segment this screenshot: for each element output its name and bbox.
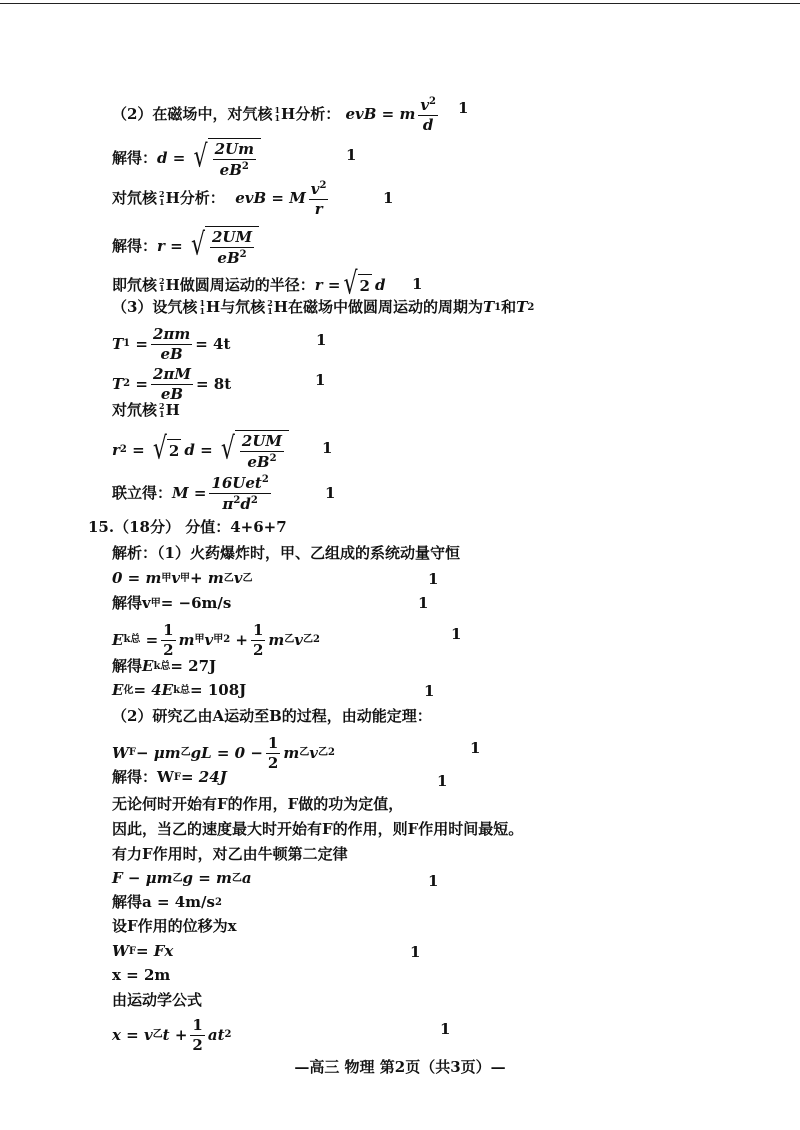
- page-footer: —高三 物理 第2页（共3页）—: [294, 1058, 506, 1076]
- fraction-half-3: $\frac{1}{2}$: [267, 734, 279, 772]
- line-v-jia: 解得v 甲 = −6m/s: [112, 594, 232, 612]
- fraction-t1: $\frac{2\pi m}{eB}$: [152, 325, 191, 363]
- q15-header: 15.（18分） 分值：4+6+7: [88, 518, 287, 536]
- line-wf: W F − μm 乙 gL = 0 − $\frac{1}{2}$ m 乙 v 乙 2: [112, 734, 335, 772]
- sqrt-r2: √ $\frac{2UM}{eB^2}$: [221, 430, 289, 470]
- isotope-h1: 1 1: [274, 105, 281, 123]
- score-16: 1: [410, 943, 421, 961]
- line-wf-solve: 解得：W F = 24J: [112, 768, 227, 786]
- top-border: [0, 3, 800, 4]
- fraction-half-4: $\frac{1}{2}$: [192, 1016, 203, 1054]
- q15-text-1: 无论何时开始有F的作用，F做的功为定值，: [112, 795, 404, 813]
- sqrt-2b: √ 2: [152, 431, 180, 467]
- score-15: 1: [428, 872, 439, 890]
- fraction-M: $\frac{16Uet^2}{\pi^2d^2}$: [211, 474, 269, 513]
- score-10: 1: [418, 594, 429, 612]
- score-12: 1: [424, 682, 435, 700]
- line-ek-total: E k总 = $\frac{1}{2}$ m 甲 v 甲 2 + $\frac{1}{2}$ m 乙 v 乙 2: [112, 621, 320, 659]
- line-radius: 即氘核 2 1 H做圆周运动的半径： r = √ 2 d: [112, 266, 386, 302]
- q15-kinematics: 由运动学公式: [112, 991, 203, 1009]
- fraction-v2-over-r: $\frac{v^2}{r}$: [310, 180, 327, 218]
- score-11: 1: [451, 625, 462, 643]
- line-deut-analysis: 对氘核 2 1 H分析： evB = M $\frac{v^2}{r}$: [112, 180, 327, 218]
- sqrt-2: √ 2: [343, 266, 370, 302]
- score-5: 1: [316, 331, 327, 349]
- score-14: 1: [437, 772, 448, 790]
- line-r2: r 2 = √ 2 d = √ $\frac{2UM}{eB^2}$: [112, 430, 292, 470]
- line-x-val: x = 2m: [112, 966, 171, 984]
- line-deut: 对氘核 2 1 H: [112, 401, 180, 419]
- isotope-h2-d: 2 1: [159, 401, 165, 419]
- line-t1: T 1 = $\frac{2\pi m}{eB}$ = 4t: [112, 325, 231, 363]
- sqrt-d: √ $\frac{2Um}{eB^2}$: [194, 138, 261, 178]
- q15-part2-lead: （2）研究乙由A运动至B的过程，由动能定理：: [112, 707, 432, 725]
- line-combine: 联立得： M = $\frac{16Uet^2}{\pi^2d^2}$: [112, 474, 269, 513]
- line-wf-fx: W F = Fx: [112, 942, 174, 960]
- score-6: 1: [315, 371, 326, 389]
- isotope-h2-c: 2 1: [267, 298, 273, 316]
- fraction-half-2: $\frac{1}{2}$: [252, 621, 264, 659]
- isotope-h2-b: 2 1: [159, 275, 165, 293]
- line-e-chem: E 化 = 4E k总 = 108J: [112, 681, 247, 699]
- score-3: 1: [383, 189, 394, 207]
- line-a-solve: 解得a = 4m/s 2: [112, 893, 222, 911]
- line-ek-solve: 解得 E k总 = 27J: [112, 657, 217, 675]
- score-9: 1: [428, 570, 439, 588]
- fraction-half-1: $\frac{1}{2}$: [163, 621, 174, 659]
- line-momentum: 0 = m 甲 v 甲 + m 乙 v 乙: [112, 569, 253, 587]
- q15-disp: 设F作用的位移为x: [112, 917, 237, 935]
- sqrt-r: √ $\frac{2UM}{eB^2}$: [191, 226, 259, 266]
- fraction-t2: $\frac{2\pi M}{eB}$: [152, 365, 191, 403]
- line-newton: F − μm 乙 g = m 乙 a: [112, 869, 252, 887]
- line-r-solve: 解得： r = √ $\frac{2UM}{eB^2}$: [112, 226, 262, 266]
- score-13: 1: [470, 739, 481, 757]
- isotope-h1-b: 1 1: [199, 298, 206, 316]
- line-d-solve: 解得： d = √ $\frac{2Um}{eB^2}$: [112, 138, 264, 178]
- score-2: 1: [346, 146, 357, 164]
- line-x-eq: x = v 乙 t + $\frac{1}{2}$ at 2: [112, 1016, 232, 1054]
- score-4: 1: [412, 275, 423, 293]
- score-8: 1: [325, 484, 336, 502]
- score-7: 1: [322, 439, 333, 457]
- line-p3-lead: （3）设氕核 1 1 H与氘核 2 1 H在磁场中做圆周运动的周期为 T 1 和 T 2: [112, 298, 535, 316]
- isotope-h2: 2 1: [159, 189, 165, 207]
- line-p2-lead: （2）在磁场中，对氕核 1 1 H分析： evB = m $\frac{v^2}{d}$: [112, 96, 436, 134]
- score-17: 1: [440, 1020, 451, 1038]
- q15-analysis-1: 解析：（1）火药爆炸时，甲、乙组成的系统动量守恒: [112, 544, 460, 562]
- fraction-v2-over-d: $\frac{v^2}{d}$: [420, 96, 436, 134]
- q15-text-2: 因此，当乙的速度最大时开始有F的作用，则F作用时间最短。: [112, 820, 524, 838]
- score-1: 1: [458, 99, 469, 117]
- line-t2: T 2 = $\frac{2\pi M}{eB}$ = 8t: [112, 365, 232, 403]
- q15-text-3: 有力F作用时，对乙由牛顿第二定律: [112, 845, 348, 863]
